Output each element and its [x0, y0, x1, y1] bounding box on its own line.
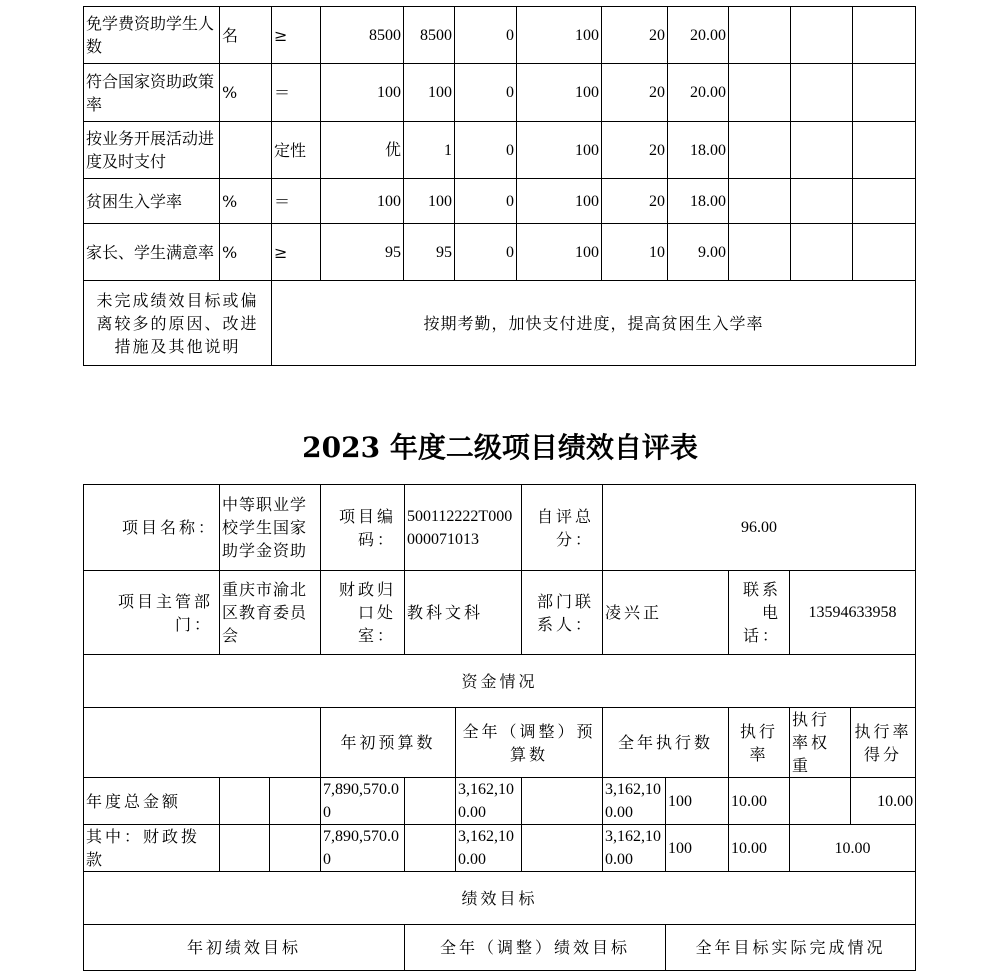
table-row	[84, 778, 916, 825]
indicator-unit: %	[220, 64, 272, 122]
empty-cell	[729, 179, 791, 224]
empty-cell	[791, 179, 853, 224]
dept-name: 重庆市渝北区教育委员会	[220, 571, 321, 655]
initial-budget: 7,890,570.00	[321, 778, 405, 825]
rate-score: 10.00	[790, 825, 916, 872]
actual-goals-header: 全年目标实际完成情况	[666, 925, 916, 971]
indicator-value: 100	[517, 122, 602, 179]
project-code-label: 项目编码：	[321, 485, 405, 571]
empty-cell	[522, 778, 603, 825]
empty-cell	[853, 7, 916, 64]
indicator-actual: 1	[404, 122, 455, 179]
indicator-value: 100	[517, 179, 602, 224]
indicator-unit: 名	[220, 7, 272, 64]
funds-row-label: 年度总金额	[84, 778, 220, 825]
table-row	[84, 571, 916, 655]
indicator-table	[83, 6, 916, 366]
empty-cell	[729, 122, 791, 179]
adjusted-budget-header: 全年（调整）预算数	[456, 708, 603, 778]
executed-amount: 3,162,100.00	[603, 778, 666, 825]
rate-score: 10.00	[851, 778, 916, 825]
table-row	[84, 7, 916, 64]
indicator-operator: ≥	[272, 224, 321, 281]
indicator-score: 20.00	[668, 7, 729, 64]
empty-cell	[729, 7, 791, 64]
reason-label: 未完成绩效目标或偏离较多的原因、改进措施及其他说明	[84, 281, 272, 366]
funds-section-title: 资金情况	[84, 655, 916, 708]
indicator-target: 100	[321, 64, 404, 122]
empty-cell	[791, 7, 853, 64]
empty-cell	[853, 64, 916, 122]
indicator-value: 0	[455, 224, 517, 281]
indicator-target: 优	[321, 122, 404, 179]
indicator-value: 0	[455, 64, 517, 122]
empty-cell	[853, 179, 916, 224]
contact-label: 部门联系人：	[522, 571, 603, 655]
empty-cell	[84, 708, 321, 778]
indicator-target: 95	[321, 224, 404, 281]
indicator-weight: 20	[602, 7, 668, 64]
adjusted-budget: 3,162,100.00	[456, 778, 522, 825]
table-row	[84, 122, 916, 179]
empty-cell	[405, 778, 456, 825]
executed-header: 全年执行数	[603, 708, 729, 778]
indicator-score: 18.00	[668, 179, 729, 224]
rate-weight: 10.00	[729, 825, 790, 872]
table-row	[84, 825, 916, 872]
table-row	[84, 224, 916, 281]
table-row	[84, 64, 916, 122]
indicator-unit	[220, 122, 272, 179]
indicator-name: 按业务开展活动进度及时支付	[84, 122, 220, 179]
indicator-name: 家长、学生满意率	[84, 224, 220, 281]
empty-cell	[853, 122, 916, 179]
indicator-operator: ＝	[272, 64, 321, 122]
initial-budget-header: 年初预算数	[321, 708, 456, 778]
empty-cell	[853, 224, 916, 281]
indicator-operator: 定性	[272, 122, 321, 179]
rate-weight: 10.00	[729, 778, 790, 825]
empty-cell	[791, 122, 853, 179]
phone-label: 联系电话：	[729, 571, 790, 655]
page-title: 2023 年度二级项目绩效自评表	[302, 431, 698, 464]
indicator-target: 100	[321, 179, 404, 224]
indicator-value: 0	[455, 179, 517, 224]
indicator-name: 免学费资助学生人数	[84, 7, 220, 64]
indicator-score: 20.00	[668, 64, 729, 122]
indicator-weight: 10	[602, 224, 668, 281]
indicator-score: 18.00	[668, 122, 729, 179]
rate-weight-header: 执行率权重	[790, 708, 851, 778]
indicator-name: 符合国家资助政策率	[84, 64, 220, 122]
rate-score-header: 执行率得分	[851, 708, 916, 778]
indicator-value: 100	[517, 224, 602, 281]
indicator-weight: 20	[602, 122, 668, 179]
empty-cell	[791, 224, 853, 281]
empty-cell	[729, 64, 791, 122]
indicator-operator: ＝	[272, 179, 321, 224]
table-row	[84, 485, 916, 571]
goals-section-title: 绩效目标	[84, 872, 916, 925]
executed-amount: 3,162,100.00	[603, 825, 666, 872]
initial-budget: 7,890,570.00	[321, 825, 405, 872]
indicator-target: 8500	[321, 7, 404, 64]
empty-cell	[220, 778, 270, 825]
phone-number: 13594633958	[790, 571, 916, 655]
indicator-score: 9.00	[668, 224, 729, 281]
empty-cell	[522, 825, 603, 872]
empty-cell	[405, 825, 456, 872]
execution-rate: 100	[666, 825, 729, 872]
indicator-actual: 100	[404, 64, 455, 122]
table-row	[84, 281, 916, 366]
finance-office: 教科文科	[405, 571, 522, 655]
project-table	[83, 484, 916, 971]
adjusted-budget: 3,162,100.00	[456, 825, 522, 872]
empty-cell	[729, 224, 791, 281]
self-score-label: 自评总分：	[522, 485, 603, 571]
adjusted-goals-header: 全年（调整）绩效目标	[405, 925, 666, 971]
empty-cell	[791, 64, 853, 122]
project-name-label: 项目名称：	[84, 485, 220, 571]
indicator-weight: 20	[602, 179, 668, 224]
indicator-value: 0	[455, 122, 517, 179]
rate-header: 执行率	[729, 708, 790, 778]
indicator-value: 0	[455, 7, 517, 64]
project-code: 500112222T000000071013	[405, 485, 522, 571]
indicator-weight: 20	[602, 64, 668, 122]
table-row	[84, 179, 916, 224]
table-row	[84, 655, 916, 708]
empty-cell	[270, 778, 321, 825]
contact-person: 凌兴正	[603, 571, 729, 655]
project-name: 中等职业学校学生国家助学金资助	[220, 485, 321, 571]
empty-cell	[220, 825, 270, 872]
empty-cell	[790, 778, 851, 825]
table-row	[84, 872, 916, 925]
table-row	[84, 708, 916, 778]
finance-label: 财政归口处室：	[321, 571, 405, 655]
execution-rate: 100	[666, 778, 729, 825]
dept-label: 项目主管部门：	[84, 571, 220, 655]
indicator-name: 贫困生入学率	[84, 179, 220, 224]
funds-row-label: 其中：财政拨款	[84, 825, 220, 872]
table-row	[84, 925, 916, 971]
initial-goals-header: 年初绩效目标	[84, 925, 405, 971]
reason-text: 按期考勤，加快支付进度，提高贫困生入学率	[272, 281, 916, 366]
indicator-unit: %	[220, 224, 272, 281]
indicator-value: 100	[517, 64, 602, 122]
indicator-unit: %	[220, 179, 272, 224]
self-score: 96.00	[603, 485, 916, 571]
indicator-actual: 95	[404, 224, 455, 281]
indicator-actual: 8500	[404, 7, 455, 64]
indicator-operator: ≥	[272, 7, 321, 64]
indicator-value: 100	[517, 7, 602, 64]
indicator-actual: 100	[404, 179, 455, 224]
empty-cell	[270, 825, 321, 872]
